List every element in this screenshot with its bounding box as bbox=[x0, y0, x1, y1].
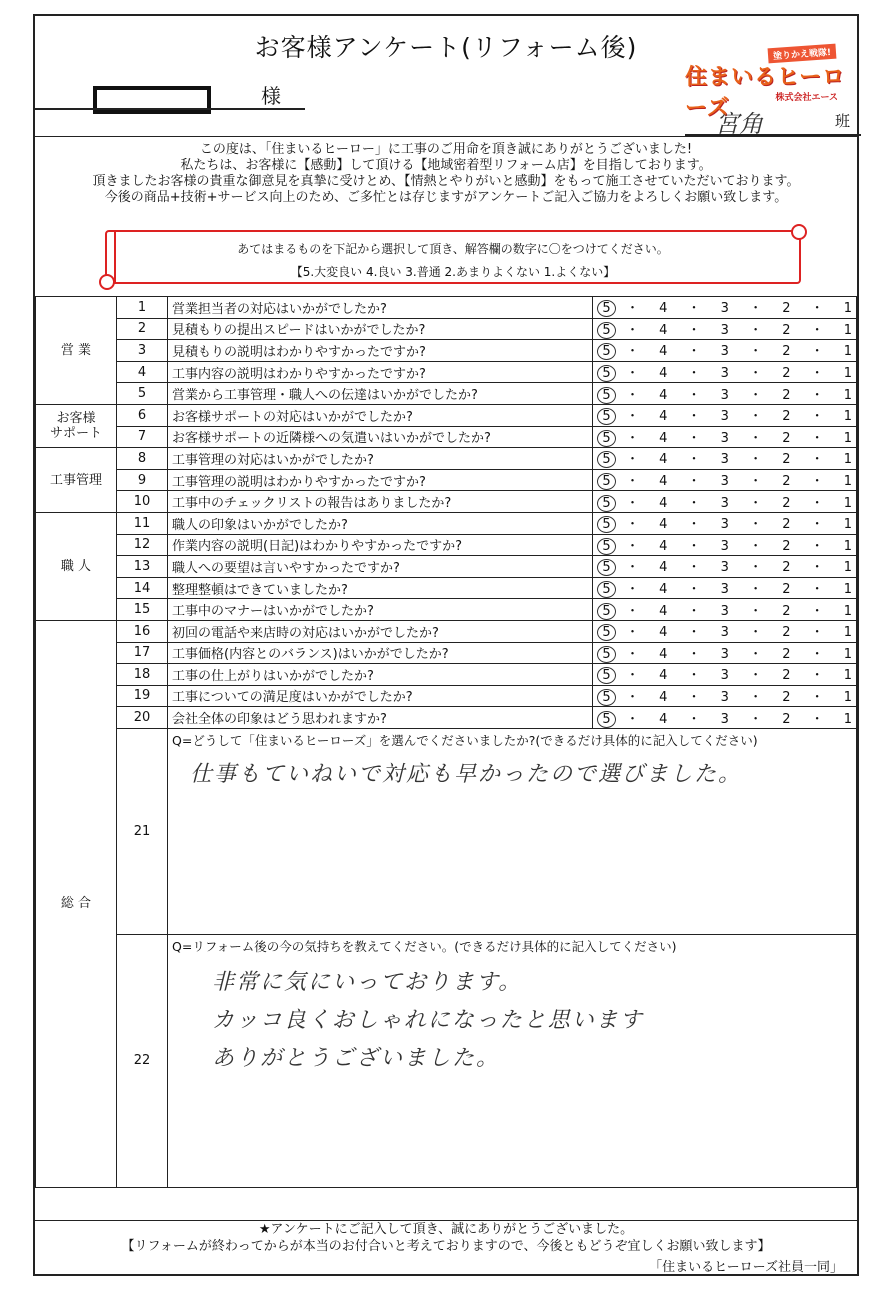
question-text: 工事内容の説明はわかりやすかったですか? bbox=[168, 361, 593, 383]
score-choices[interactable]: ・ 4 ・ 3 ・ 2 ・ 1 bbox=[626, 344, 856, 360]
score-choices[interactable]: ・ 4 ・ 3 ・ 2 ・ 1 bbox=[626, 646, 856, 662]
question-number: 14 bbox=[117, 577, 168, 599]
staff-unit: 班 bbox=[835, 112, 851, 130]
question-number: 2 bbox=[117, 318, 168, 340]
intro-line: 頂きましたお客様の貴重な御意見を真摯に受けとめ、【情熱とやりがいと感動】をもって施工させていただいております。 bbox=[92, 174, 800, 189]
intro-text bbox=[35, 142, 857, 206]
question-row bbox=[36, 318, 857, 340]
question-number: 11 bbox=[117, 512, 168, 534]
score-options[interactable] bbox=[593, 599, 857, 621]
selected-score-circle[interactable]: 5 bbox=[597, 689, 616, 706]
question-text: 見積もりの説明はわかりやすかったですか? bbox=[168, 340, 593, 362]
question-number: 19 bbox=[117, 685, 168, 707]
free-question-text: Q=リフォーム後の今の気持ちを教えてください。(できるだけ具体的に記入してください) bbox=[172, 938, 677, 954]
question-row bbox=[36, 664, 857, 686]
score-options[interactable] bbox=[593, 404, 857, 426]
question-number: 20 bbox=[117, 707, 168, 729]
question-text: 工事価格(内容とのバランス)はいかがでしたか? bbox=[168, 642, 593, 664]
selected-score-circle[interactable]: 5 bbox=[597, 495, 616, 512]
question-text: 見積もりの提出スピードはいかがでしたか? bbox=[168, 318, 593, 340]
brand-logo bbox=[685, 46, 850, 121]
question-text: 職人の印象はいかがでしたか? bbox=[168, 512, 593, 534]
score-options[interactable] bbox=[593, 556, 857, 578]
free-question-text: Q=どうして「住まいるヒーローズ」を選んでくださいましたか?(できるだけ具体的に記入してください) bbox=[172, 732, 758, 748]
question-row bbox=[36, 404, 857, 426]
category-label: お客様 サポート bbox=[36, 404, 117, 447]
score-choices[interactable]: ・ 4 ・ 3 ・ 2 ・ 1 bbox=[626, 301, 856, 317]
question-row bbox=[36, 534, 857, 556]
question-row bbox=[36, 707, 857, 729]
score-choices[interactable]: ・ 4 ・ 3 ・ 2 ・ 1 bbox=[626, 560, 856, 576]
honorific: 様 bbox=[261, 84, 281, 108]
selected-score-circle[interactable]: 5 bbox=[597, 624, 616, 641]
question-number: 3 bbox=[117, 340, 168, 362]
question-row bbox=[36, 512, 857, 534]
selected-score-circle[interactable]: 5 bbox=[597, 538, 616, 555]
score-choices[interactable]: ・ 4 ・ 3 ・ 2 ・ 1 bbox=[626, 430, 856, 446]
question-text: 初回の電話や来店時の対応はいかがでしたか? bbox=[168, 620, 593, 642]
footer-signature: 「住まいるヒーローズ社員一同」 bbox=[649, 1260, 843, 1275]
score-options[interactable] bbox=[593, 685, 857, 707]
score-choices[interactable]: ・ 4 ・ 3 ・ 2 ・ 1 bbox=[626, 409, 856, 425]
selected-score-circle[interactable]: 5 bbox=[597, 667, 616, 684]
question-row bbox=[36, 577, 857, 599]
question-number: 15 bbox=[117, 599, 168, 621]
score-choices[interactable]: ・ 4 ・ 3 ・ 2 ・ 1 bbox=[626, 387, 856, 403]
question-number: 12 bbox=[117, 534, 168, 556]
question-text: 整理整頓はできていましたか? bbox=[168, 577, 593, 599]
question-row bbox=[36, 448, 857, 470]
score-options[interactable] bbox=[593, 642, 857, 664]
selected-score-circle[interactable]: 5 bbox=[597, 581, 616, 598]
question-number: 16 bbox=[117, 620, 168, 642]
score-options[interactable] bbox=[593, 664, 857, 686]
question-text: 工事管理の対応はいかがでしたか? bbox=[168, 448, 593, 470]
score-choices[interactable]: ・ 4 ・ 3 ・ 2 ・ 1 bbox=[626, 625, 856, 641]
logo-tagline: 塗りかえ戦隊! bbox=[767, 44, 836, 64]
score-choices[interactable]: ・ 4 ・ 3 ・ 2 ・ 1 bbox=[626, 538, 856, 554]
question-number: 7 bbox=[117, 426, 168, 448]
free-answer-cell[interactable] bbox=[168, 934, 857, 1187]
survey-table bbox=[35, 296, 857, 1188]
question-text: 営業から工事管理・職人への伝達はいかがでしたか? bbox=[168, 383, 593, 405]
question-number: 10 bbox=[117, 491, 168, 513]
selected-score-circle[interactable]: 5 bbox=[597, 711, 616, 728]
intro-line: 今後の商品+技術+サービス向上のため、ご多忙とは存じますがアンケートご記入ご協力をよろしくお願い致します。 bbox=[104, 190, 788, 205]
selected-score-circle[interactable]: 5 bbox=[597, 300, 616, 317]
question-text: 工事中のチェックリストの報告はありましたか? bbox=[168, 491, 593, 513]
score-options[interactable] bbox=[593, 383, 857, 405]
selected-score-circle[interactable]: 5 bbox=[597, 603, 616, 620]
question-text: 工事中のマナーはいかがでしたか? bbox=[168, 599, 593, 621]
instruction-scroll bbox=[105, 230, 801, 284]
question-number: 9 bbox=[117, 469, 168, 491]
question-text: 工事についての満足度はいかがでしたか? bbox=[168, 685, 593, 707]
rating-legend: 【5.大変良い 4.良い 3.普通 2.あまりよくない 1.よくない】 bbox=[290, 265, 616, 279]
header-divider bbox=[35, 136, 857, 137]
category-label: 職 人 bbox=[36, 512, 117, 620]
question-row bbox=[36, 642, 857, 664]
score-choices[interactable]: ・ 4 ・ 3 ・ 2 ・ 1 bbox=[626, 689, 856, 705]
category-label: 営 業 bbox=[36, 297, 117, 405]
handwritten-answer: 非常に気にいっております。 bbox=[212, 969, 523, 995]
question-number: 5 bbox=[117, 383, 168, 405]
question-number: 13 bbox=[117, 556, 168, 578]
selected-score-circle[interactable]: 5 bbox=[597, 473, 616, 490]
question-text: お客様サポートの近隣様への気遣いはいかがでしたか? bbox=[168, 426, 593, 448]
score-options[interactable] bbox=[593, 577, 857, 599]
question-text: 作業内容の説明(日記)はわかりやすかったですか? bbox=[168, 534, 593, 556]
score-choices[interactable]: ・ 4 ・ 3 ・ 2 ・ 1 bbox=[626, 366, 856, 382]
question-text: 職人への要望は言いやすかったですか? bbox=[168, 556, 593, 578]
score-choices[interactable]: ・ 4 ・ 3 ・ 2 ・ 1 bbox=[626, 474, 856, 490]
score-choices[interactable]: ・ 4 ・ 3 ・ 2 ・ 1 bbox=[626, 603, 856, 619]
free-answer-row bbox=[36, 728, 857, 934]
handwritten-answer: カッコ良くおしゃれになったと思います bbox=[212, 1007, 644, 1033]
question-number: 18 bbox=[117, 664, 168, 686]
score-options[interactable] bbox=[593, 491, 857, 513]
question-number: 17 bbox=[117, 642, 168, 664]
selected-score-circle[interactable]: 5 bbox=[597, 646, 616, 663]
question-text: 会社全体の印象はどう思われますか? bbox=[168, 707, 593, 729]
score-choices[interactable]: ・ 4 ・ 3 ・ 2 ・ 1 bbox=[626, 452, 856, 468]
question-number: 8 bbox=[117, 448, 168, 470]
question-row bbox=[36, 426, 857, 448]
selected-score-circle[interactable]: 5 bbox=[597, 365, 616, 382]
handwritten-answer: 仕事もていねいで対応も早かったので選びました。 bbox=[190, 761, 743, 787]
free-answer-row bbox=[36, 934, 857, 1187]
question-text: 営業担当者の対応はいかがでしたか? bbox=[168, 297, 593, 319]
question-number: 21 bbox=[117, 728, 168, 934]
score-options[interactable] bbox=[593, 426, 857, 448]
handwritten-answer: ありがとうございました。 bbox=[212, 1045, 501, 1071]
staff-name-handwritten: 宮角 bbox=[715, 110, 763, 138]
score-options[interactable] bbox=[593, 361, 857, 383]
footer-message: 【リフォームが終わってからが本当のお付合いと考えておりますので、今後ともどうぞ宜しくお願い致します】 bbox=[121, 1239, 771, 1254]
score-options[interactable] bbox=[593, 469, 857, 491]
name-underline bbox=[35, 108, 305, 110]
question-row bbox=[36, 685, 857, 707]
selected-score-circle[interactable]: 5 bbox=[597, 430, 616, 447]
question-row bbox=[36, 297, 857, 319]
selected-score-circle[interactable]: 5 bbox=[597, 322, 616, 339]
score-options[interactable] bbox=[593, 534, 857, 556]
selected-score-circle[interactable]: 5 bbox=[597, 408, 616, 425]
score-choices[interactable]: ・ 4 ・ 3 ・ 2 ・ 1 bbox=[626, 517, 856, 533]
score-options[interactable] bbox=[593, 512, 857, 534]
score-options[interactable] bbox=[593, 620, 857, 642]
question-number: 4 bbox=[117, 361, 168, 383]
footer-thanks: ★アンケートにご記入して頂き、誠にありがとうございました。 bbox=[258, 1222, 634, 1237]
question-row bbox=[36, 556, 857, 578]
category-label: 総 合 bbox=[36, 620, 117, 1187]
instruction-line: あてはまるものを下記から選択して頂き、解答欄の数字に〇をつけてください。 bbox=[237, 242, 669, 256]
intro-line: 私たちは、お客様に【感動】して頂ける【地域密着型リフォーム店】を目指しております。 bbox=[180, 158, 712, 173]
score-choices[interactable]: ・ 4 ・ 3 ・ 2 ・ 1 bbox=[626, 322, 856, 338]
score-choices[interactable]: ・ 4 ・ 3 ・ 2 ・ 1 bbox=[626, 711, 856, 727]
selected-score-circle[interactable]: 5 bbox=[597, 516, 616, 533]
score-options[interactable] bbox=[593, 707, 857, 729]
intro-line: この度は、「住まいるヒーロー」に工事のご用命を頂き誠にありがとうございました! bbox=[199, 142, 693, 157]
selected-score-circle[interactable]: 5 bbox=[597, 343, 616, 360]
free-answer-cell[interactable] bbox=[168, 728, 857, 934]
selected-score-circle[interactable]: 5 bbox=[597, 451, 616, 468]
question-number: 1 bbox=[117, 297, 168, 319]
page-title: お客様アンケート(リフォーム後) bbox=[254, 33, 638, 62]
selected-score-circle[interactable]: 5 bbox=[597, 387, 616, 404]
score-options[interactable] bbox=[593, 448, 857, 470]
question-row bbox=[36, 361, 857, 383]
footer bbox=[35, 1221, 857, 1255]
score-choices[interactable]: ・ 4 ・ 3 ・ 2 ・ 1 bbox=[626, 582, 856, 598]
question-number: 6 bbox=[117, 404, 168, 426]
question-row bbox=[36, 469, 857, 491]
survey-sheet bbox=[33, 14, 859, 1276]
question-text: お客様サポートの対応はいかがでしたか? bbox=[168, 404, 593, 426]
score-options[interactable] bbox=[593, 340, 857, 362]
question-row bbox=[36, 620, 857, 642]
question-row bbox=[36, 491, 857, 513]
score-choices[interactable]: ・ 4 ・ 3 ・ 2 ・ 1 bbox=[626, 668, 856, 684]
category-label: 工事管理 bbox=[36, 448, 117, 513]
question-text: 工事の仕上がりはいかがでしたか? bbox=[168, 664, 593, 686]
question-row bbox=[36, 383, 857, 405]
logo-brand: 住まいるヒーローズ bbox=[685, 65, 846, 121]
question-number: 22 bbox=[117, 934, 168, 1187]
logo-company: 株式会社エース bbox=[775, 93, 838, 103]
question-row bbox=[36, 599, 857, 621]
question-text: 工事管理の説明はわかりやすかったですか? bbox=[168, 469, 593, 491]
question-row bbox=[36, 340, 857, 362]
score-options[interactable] bbox=[593, 318, 857, 340]
score-choices[interactable]: ・ 4 ・ 3 ・ 2 ・ 1 bbox=[626, 495, 856, 511]
scroll-curl bbox=[791, 224, 807, 240]
selected-score-circle[interactable]: 5 bbox=[597, 559, 616, 576]
score-options[interactable] bbox=[593, 297, 857, 319]
